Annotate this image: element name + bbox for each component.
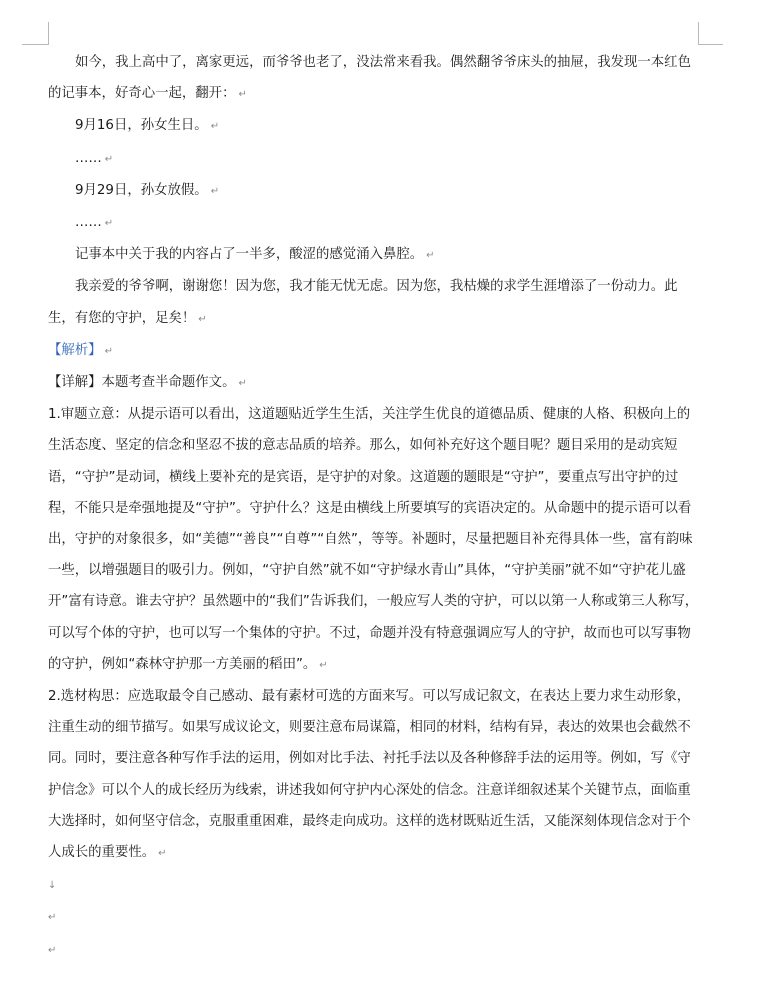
- narrative-paragraph: 记事本中关于我的内容占了一半多，酸涩的感觉涌入鼻腔。 ↵: [75, 247, 435, 263]
- paragraph-mark: ↵: [210, 185, 220, 197]
- empty-line: [48, 934, 703, 966]
- crop-mark-top-left: [22, 22, 49, 45]
- paragraph-mark: ↵: [104, 218, 114, 230]
- paragraph-mark: ↵: [210, 121, 220, 133]
- analysis-point: 2.选材构思：应选取最令自己感动、最有素材可选的方面来写。可以写成记叙文，在表达上要力求生动形象，注重生动的细节描写。如果写成议论文，则要注意布局谋篇，相同的材料，结构有异，表达的效果也会截然不同。同时，要注意各种写作手法的运用，例如对比手法、衬托手法以及各种修辞手法的运用等。例如，写《守护信念》可以个人的成长经历为线索，讲述我如何守护内心深处的信念。注意详细叙述某个关键节点，面临重大选择时，如何坚守信念，克服重重困难，最终走向成功。这样的选材既贴近生活，又能深刻体现信念对于个人成长的重要性。 ↵: [48, 689, 691, 861]
- narrative-paragraph: 我亲爱的爷爷啊，谢谢您！因为您，我才能无忧无虑。因为您，我枯燥的求学生涯增添了一份动力。此生，有您的守护，足矣！ ↵: [48, 279, 678, 326]
- detail-heading: 【详解】本题考查半命题作文。 ↵: [48, 375, 247, 391]
- paragraph-mark: ↵: [198, 313, 207, 325]
- notebook-entry: 9月16日，孙女生日。 ↵: [75, 118, 220, 134]
- paragraph-mark: ↵: [158, 848, 167, 860]
- crop-mark-top-right: [698, 22, 723, 45]
- analysis-heading: 【解析】 ↵: [48, 342, 113, 358]
- paragraph-mark: ↵: [104, 153, 114, 165]
- paragraph-mark: ↵: [319, 659, 328, 671]
- document-page: [48, 47, 703, 966]
- analysis-point: 1.审题立意：从提示语可以看出，这道题贴近学生生活，关注学生优良的道德品质、健康的人格、积极向上的生活态度、坚定的信念和坚忍不拔的意志品质的培养。那么，如何补充好这个题目呢？题目采用的是动宾短语，“守护”是动词，横线上要补充的是宾语，是守护的对象。这道题的题眼是“守护”，要重点写出守护的过程，不能只是牵强地提及“守护”。守护什么？这是由横线上所要填写的宾语决定的。从命题中的提示语可以看出，守护的对象很多，如“美德”“善良”“自尊”“自然”，等等。补题时，尽量把题目补充得具体一些，富有韵味一些，以增强题目的吸引力。例如，“守护自然”就不如“守护绿水青山”具体，“守护美丽”就不如“守护花儿盛开”富有诗意。谁去守护？虽然题中的“我们”告诉我们，一般应写人类的守护，可以以第一人称或第三人称写，可以写个体的守护，也可以写一个集体的守护。不过，命题并没有特意强调应写人的守护，故而也可以写事物的守护，例如“森林守护那一方美丽的稻田”。 ↵: [48, 407, 699, 672]
- paragraph-mark: ↵: [238, 378, 247, 390]
- paragraph-mark: ↵: [238, 89, 247, 101]
- empty-line: [48, 869, 703, 901]
- paragraph-mark: ↵: [48, 944, 57, 956]
- ellipsis-line: …… ↵: [75, 215, 114, 231]
- notebook-entry: 9月29日，孙女放假。 ↵: [75, 182, 220, 198]
- empty-line: [48, 901, 703, 933]
- narrative-paragraph: 如今，我上高中了，离家更远，而爷爷也老了，没法常来看我。偶然翻爷爷床头的抽屉，我发现一本红色的记事本，好奇心一起，翻开： ↵: [48, 55, 691, 102]
- paragraph-mark: ↵: [426, 250, 435, 262]
- line-break-mark: ↓: [48, 880, 57, 892]
- paragraph-mark: ↵: [104, 345, 113, 357]
- ellipsis-line: …… ↵: [75, 150, 114, 166]
- paragraph-mark: ↵: [48, 912, 57, 924]
